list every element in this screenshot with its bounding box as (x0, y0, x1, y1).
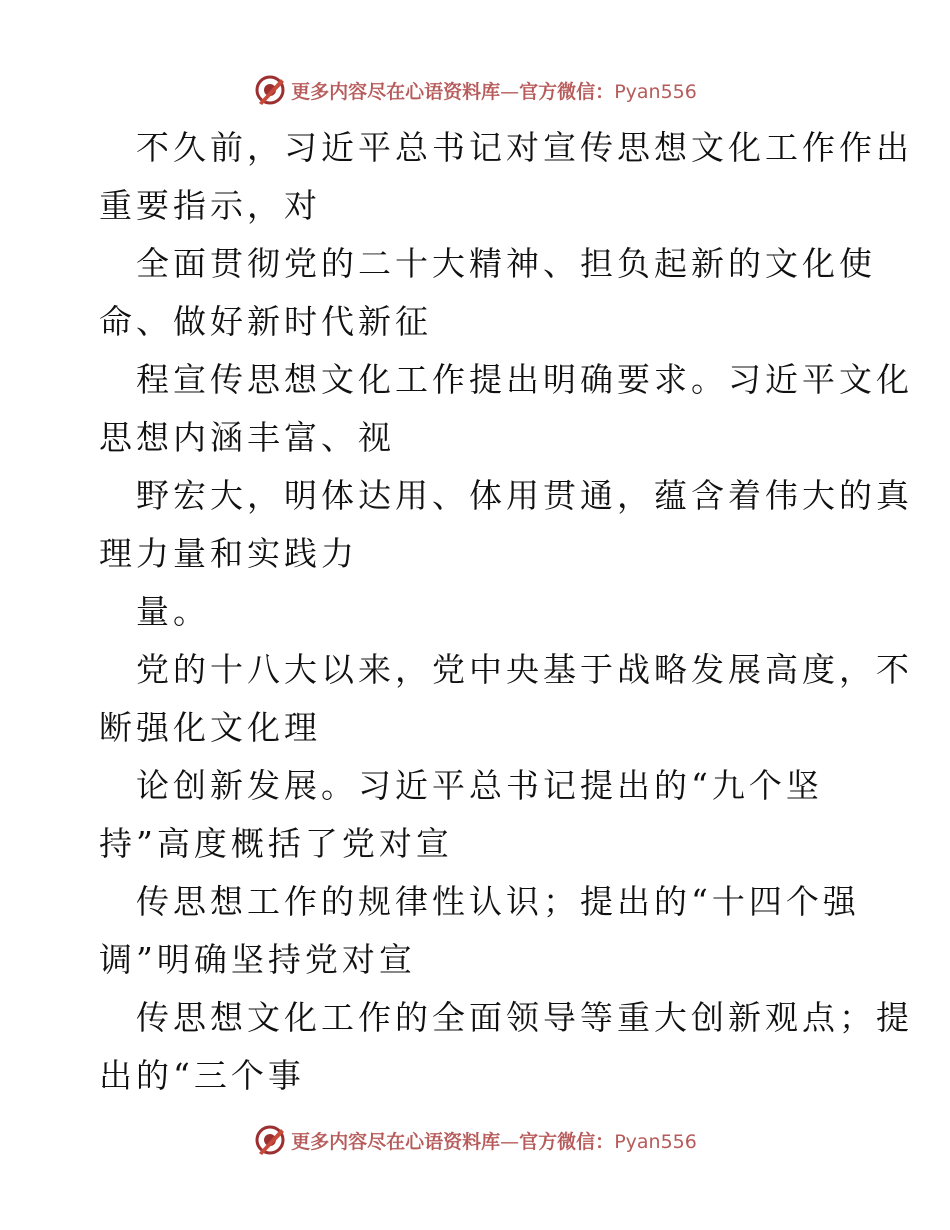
text-line: 命、做好新时代新征 (99, 302, 432, 341)
banner-separator: — (500, 80, 520, 103)
text-line: 思想内涵丰富、视 (99, 418, 395, 457)
footer-banner (0, 1120, 950, 1160)
banner-text (291, 1127, 697, 1154)
banner-wechat-id: Pyan556 (614, 80, 697, 103)
pen-logo-icon (253, 1123, 287, 1157)
text-line: 程宣传思想文化工作提出明确要求。习近平文化 (136, 360, 913, 399)
text-line: 全面贯彻党的二十大精神、担负起新的文化使 (136, 244, 876, 283)
pen-logo-icon (253, 73, 287, 107)
text-line: 传思想文化工作的全面领导等重大创新观点；提 (136, 998, 913, 1037)
banner-main-text: 更多内容尽在心语资料库 (291, 1130, 501, 1153)
text-line: 量。 (136, 592, 210, 631)
text-line: 党的十八大以来，党中央基于战略发展高度，不 (136, 650, 913, 689)
text-line: 野宏大，明体达用、体用贯通，蕴含着伟大的真 (136, 476, 913, 515)
text-line: 持”高度概括了党对宣 (99, 824, 453, 863)
banner-wechat-id: Pyan556 (614, 1130, 697, 1153)
text-line: 论创新发展。习近平总书记提出的“九个坚 (136, 766, 823, 805)
banner-separator: — (500, 1130, 520, 1153)
text-line: 传思想工作的规律性认识；提出的“十四个强 (136, 882, 860, 921)
banner-text (291, 77, 697, 104)
text-line: 重要指示，对 (99, 186, 321, 225)
banner-wechat-label: 官方微信： (519, 1130, 615, 1153)
text-line: 断强化文化理 (99, 708, 321, 747)
text-line: 不久前，习近平总书记对宣传思想文化工作作出 (136, 128, 913, 167)
text-line: 出的“三个事 (99, 1056, 305, 1095)
banner-wechat-label: 官方微信： (519, 80, 615, 103)
banner-main-text: 更多内容尽在心语资料库 (291, 80, 501, 103)
text-line: 理力量和实践力 (99, 534, 358, 573)
header-banner (0, 70, 950, 110)
text-line: 调”明确坚持党对宣 (99, 940, 416, 979)
